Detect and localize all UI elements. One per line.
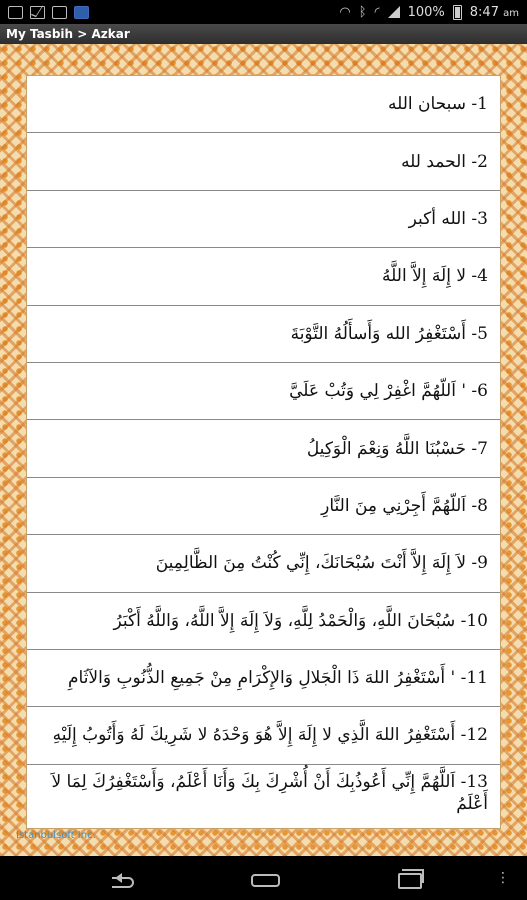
list-item[interactable] xyxy=(27,478,500,535)
list-item[interactable] xyxy=(27,306,500,363)
battery-percent: 100% xyxy=(407,4,445,20)
list-item-text: 8- اَللّهُمَّ أَجِرْنِي مِنَ النَّارِ xyxy=(321,495,488,516)
list-item-text: 11- ' أَسْتَغْفِرُ اللهَ ذَا الْجَلالِ وَالإِكْرَامِ مِنْ جَمِيعِ الذُّنُوبِ وَالآثَامِ xyxy=(67,668,488,689)
list-item-text: 6- ' اَللّهُمَّ اغْفِرْ لِي وَتُبْ عَلَيَّ xyxy=(289,381,488,402)
list-item[interactable] xyxy=(27,420,500,477)
overflow-menu-button[interactable]: ⋮ xyxy=(496,870,510,886)
list-item[interactable] xyxy=(27,707,500,764)
list-item-text: 10- سُبْحَانَ اللَّهِ، وَالْحَمْدُ لِلَّهِ، وَلاَ إِلَهَ إِلاَّ اللَّهُ، وَاللَّهُ أَكْبَرُ xyxy=(113,610,488,631)
list-item-text: 1- سبحان الله xyxy=(387,94,488,115)
list-item[interactable] xyxy=(27,191,500,248)
notification-icon xyxy=(8,6,23,19)
clock xyxy=(470,5,519,20)
battery-icon xyxy=(453,5,462,20)
image-icon xyxy=(52,6,67,19)
list-item-text: 12- أَسْتَغْفِرُ اللهَ الَّذِي لا إِلَهَ إِلاَّ هُوَ وَحْدَهُ لا شَرِيكَ لَهُ وَأَتُوبُ إِلَيْهِ xyxy=(52,725,488,746)
ornamental-frame xyxy=(0,44,527,856)
breadcrumb: My Tasbih > Azkar xyxy=(0,24,527,44)
azkar-list xyxy=(26,75,501,829)
back-button[interactable] xyxy=(108,867,138,889)
list-item-text: 13- اَللَّهُمَّ إِنِّي أَعُوذُبِكَ أَنْ أُشْرِكَ بِكَ وَأَنَا أَعْلَمُ، وَأَسْتَغْفِرُكَ لِمَا لاَ أَعْلَمُ xyxy=(51,772,488,815)
list-item[interactable] xyxy=(27,650,500,707)
list-item-text: 5- أَسْتَغْفِرُ الله وَأَسأَلُهُ التَّوْبَةَ xyxy=(290,323,488,344)
list-item[interactable] xyxy=(27,593,500,650)
home-button[interactable] xyxy=(248,867,278,889)
signal-icon xyxy=(388,6,400,18)
list-item[interactable] xyxy=(27,133,500,190)
list-item[interactable] xyxy=(27,363,500,420)
headset-icon: ◠ xyxy=(339,4,351,20)
clock-suffix: am xyxy=(503,7,519,19)
bluetooth-icon: ᛒ xyxy=(358,4,367,20)
app-notification-icon xyxy=(74,6,89,19)
navigation-bar xyxy=(0,856,527,900)
list-item-text: 4- لا إِلَهَ إِلاَّ اللَّهُ xyxy=(382,266,488,287)
list-item-text: 2- الحمد لله xyxy=(401,151,488,172)
recent-apps-button[interactable] xyxy=(393,867,423,889)
status-bar xyxy=(0,0,527,24)
list-item-text: 3- الله أكبر xyxy=(408,208,488,229)
clock-time: 8:47 xyxy=(469,4,499,20)
list-item[interactable] xyxy=(27,765,500,822)
list-item-text: 9- لاَ إِلَهَ إِلاَّ أَنْتَ سُبْحَانَكَ، إِنِّي كُنْتُ مِنَ الظَّالِمِينَ xyxy=(155,553,488,574)
list-item[interactable] xyxy=(27,535,500,592)
mail-icon xyxy=(30,6,45,19)
list-item-text: 7- حَسْبُنَا اللَّهُ وَنِعْمَ الْوَكِيلُ xyxy=(306,438,488,459)
wifi-icon: ◜ xyxy=(374,4,380,20)
list-item[interactable] xyxy=(27,76,500,133)
watermark: Istanbulsoft Inc. xyxy=(16,830,96,841)
list-item[interactable] xyxy=(27,248,500,305)
